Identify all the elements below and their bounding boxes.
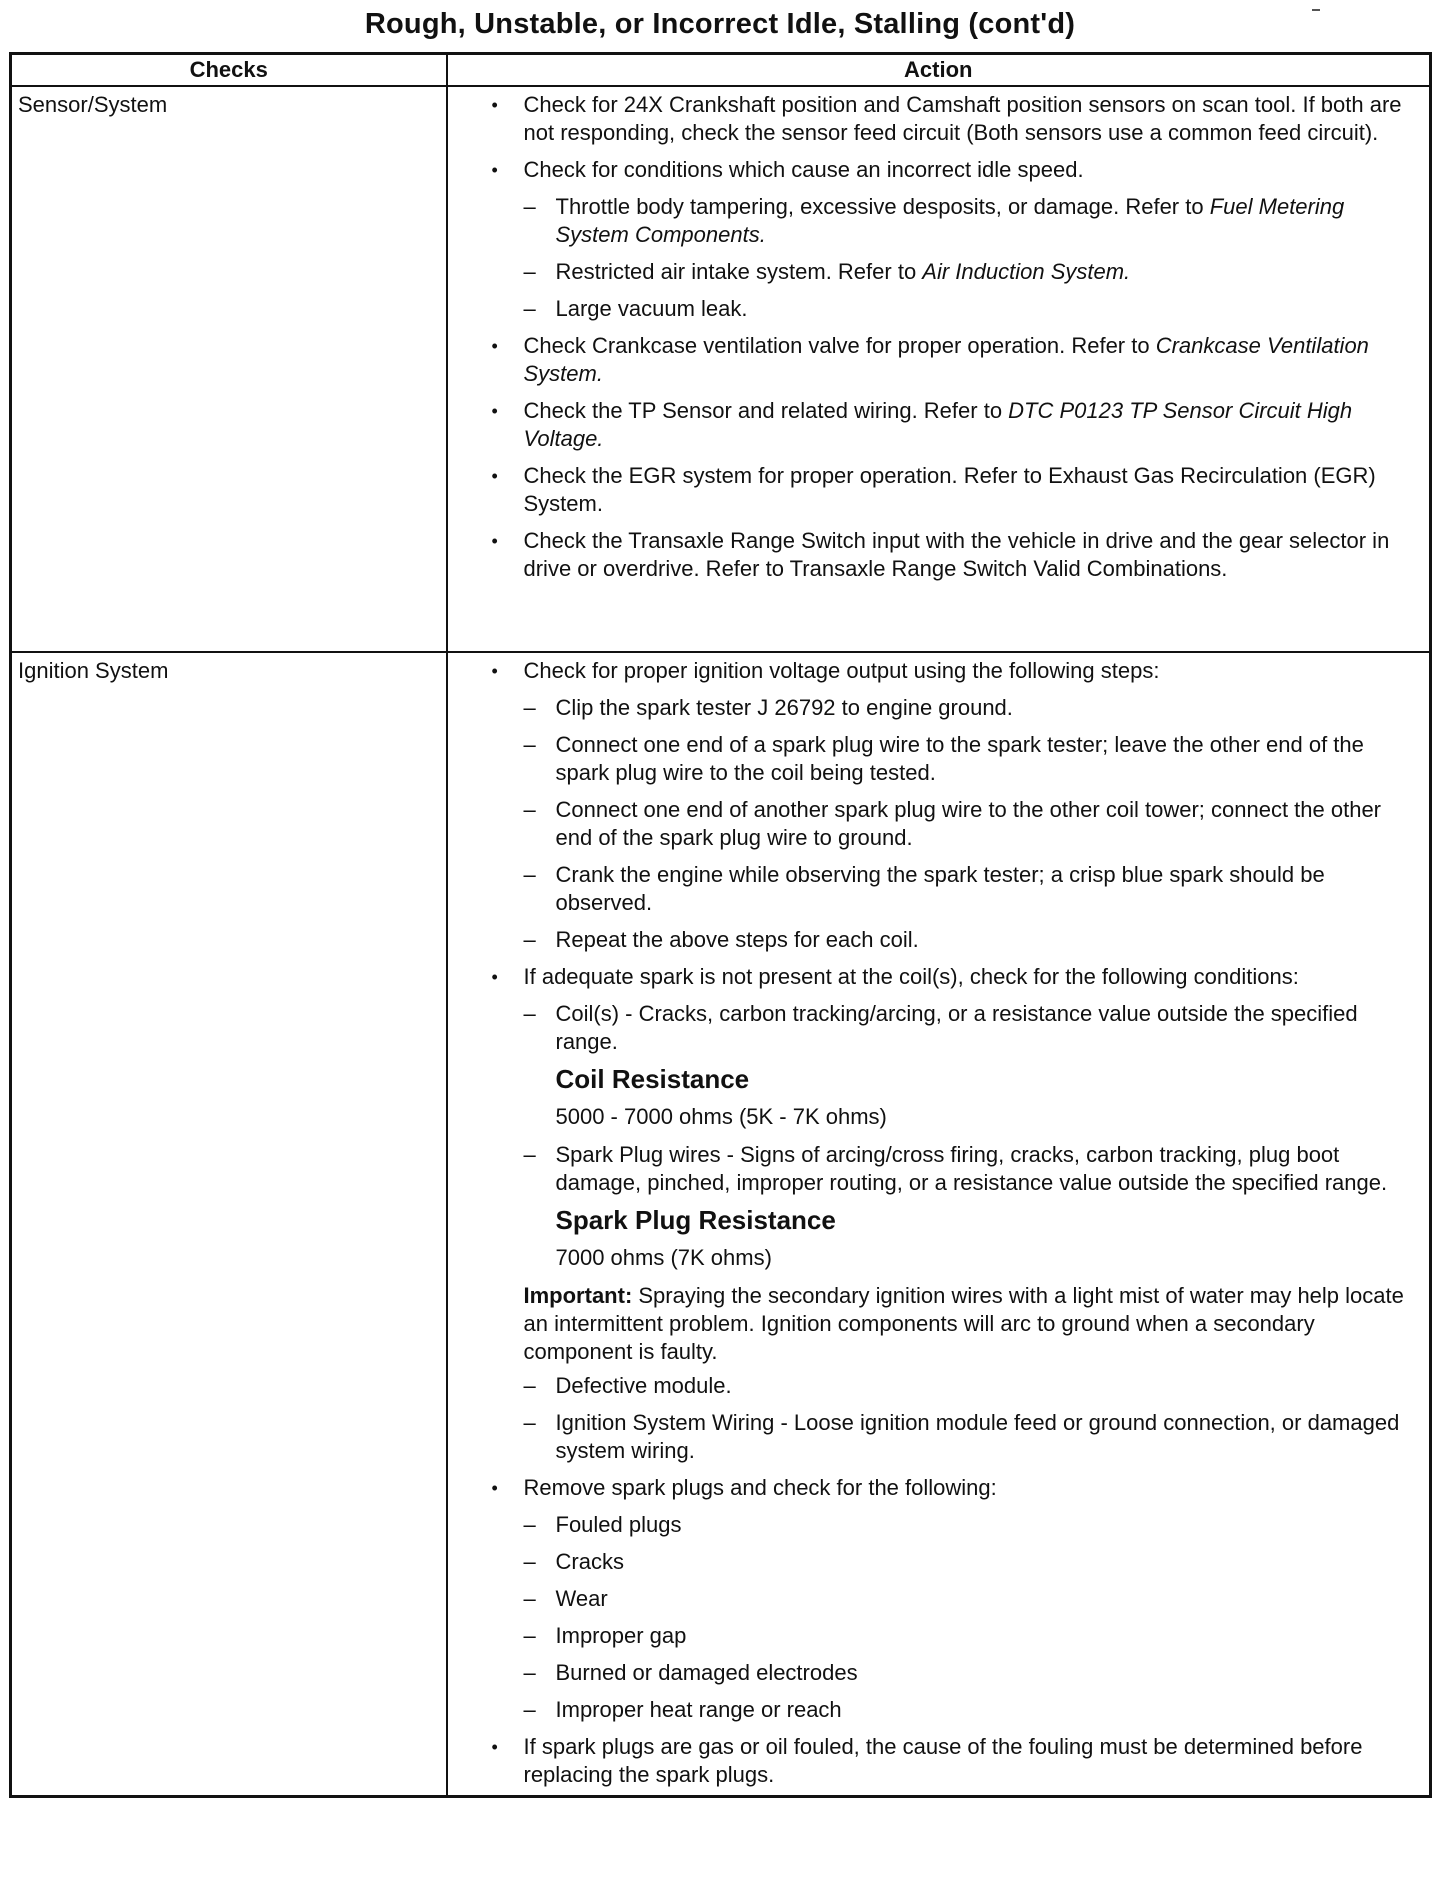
reference-text: Fuel Metering System Components. [555, 194, 1345, 247]
bullet-item: • Check Crankcase ventilation valve for proper operation. Refer to Crankcase Ventilation System. [482, 332, 1416, 388]
plug-resistance-heading: Spark Plug Resistance [555, 1205, 836, 1235]
check-sensor-system: Sensor/System [11, 86, 447, 652]
diagnosis-table [9, 52, 1432, 1798]
bullet-item: • Check the EGR system for proper operation. Refer to Exhaust Gas Recirculation (EGR) System. [482, 462, 1416, 518]
dash-item: – Coil(s) - Cracks, carbon tracking/arcing, or a resistance value outside the specified range. [482, 1000, 1416, 1056]
action-ignition-system [447, 652, 1431, 1797]
header-action: Action [447, 54, 1431, 87]
dash-item: – Wear [482, 1585, 1416, 1613]
reference-text: Crankcase Ventilation System. [523, 333, 1369, 386]
scan-mark [1312, 9, 1320, 11]
dash-item: – Cracks [482, 1548, 1416, 1576]
dash-item: – Throttle body tampering, excessive desposits, or damage. Refer to Fuel Metering System Components. [482, 193, 1416, 249]
dash-item: – Large vacuum leak. [482, 295, 1416, 323]
action-sensor-system [447, 86, 1431, 652]
table-row [11, 86, 1431, 652]
plug-resistance-value: 7000 ohms (7K ohms) [555, 1245, 772, 1270]
dash-item: – Improper gap [482, 1622, 1416, 1650]
dash-item: – Connect one end of a spark plug wire to the spark tester; leave the other end of the spark plug wire to the coil being tested. [482, 731, 1416, 787]
dash-item: – Ignition System Wiring - Loose ignition module feed or ground connection, or damaged system wiring. [482, 1409, 1416, 1465]
important-note: Important: Spraying the secondary ignition wires with a light mist of water may help locate an intermittent problem. Ignition components will arc to ground when a secondary component is faulty. [523, 1283, 1404, 1364]
reference-text: Air Induction System. [922, 259, 1131, 284]
bullet-item: • Remove spark plugs and check for the following: [482, 1474, 1416, 1502]
bullet-item: • Check the Transaxle Range Switch input with the vehicle in drive and the gear selector in drive or overdrive. Refer to Transaxle Range Switch Valid Combinations. [482, 527, 1416, 583]
header-checks: Checks [11, 54, 447, 87]
dash-item: – Improper heat range or reach [482, 1696, 1416, 1724]
dash-item: – Spark Plug wires - Signs of arcing/cross firing, cracks, carbon tracking, plug boot damage, pinched, improper routing, or a resistance value outside the specified range. [482, 1141, 1416, 1197]
table-row [11, 652, 1431, 1797]
bullet-item: • Check for proper ignition voltage output using the following steps: [482, 657, 1416, 685]
dash-item: – Burned or damaged electrodes [482, 1659, 1416, 1687]
bullet-item: • Check for conditions which cause an incorrect idle speed. [482, 156, 1416, 184]
check-ignition-system: Ignition System [11, 652, 447, 1797]
bullet-item: • If adequate spark is not present at the coil(s), check for the following conditions: [482, 963, 1416, 991]
dash-item: – Clip the spark tester J 26792 to engine ground. [482, 694, 1416, 722]
dash-item: – Crank the engine while observing the spark tester; a crisp blue spark should be observed. [482, 861, 1416, 917]
dash-item: – Connect one end of another spark plug wire to the other coil tower; connect the other end of the spark plug wire to ground. [482, 796, 1416, 852]
dash-item: – Fouled plugs [482, 1511, 1416, 1539]
coil-resistance-heading: Coil Resistance [555, 1064, 750, 1094]
dash-item: – Repeat the above steps for each coil. [482, 926, 1416, 954]
page-title: Rough, Unstable, or Incorrect Idle, Stalling (cont'd) [364, 8, 1076, 40]
bullet-item: • If spark plugs are gas or oil fouled, the cause of the fouling must be determined before replacing the spark plugs. [482, 1733, 1416, 1789]
dash-item: – Restricted air intake system. Refer to Air Induction System. [482, 258, 1416, 286]
coil-resistance-value: 5000 - 7000 ohms (5K - 7K ohms) [555, 1104, 887, 1129]
dash-item: – Defective module. [482, 1372, 1416, 1400]
bullet-item: • Check the TP Sensor and related wiring. Refer to DTC P0123 TP Sensor Circuit High Voltage. [482, 397, 1416, 453]
important-label: Important: [523, 1283, 633, 1308]
bullet-item: • Check for 24X Crankshaft position and Camshaft position sensors on scan tool. If both are not responding, check the sensor feed circuit (Both sensors use a common feed circuit). [482, 91, 1416, 147]
reference-text: DTC P0123 TP Sensor Circuit High Voltage. [523, 398, 1353, 451]
table-header-row [11, 54, 1431, 87]
